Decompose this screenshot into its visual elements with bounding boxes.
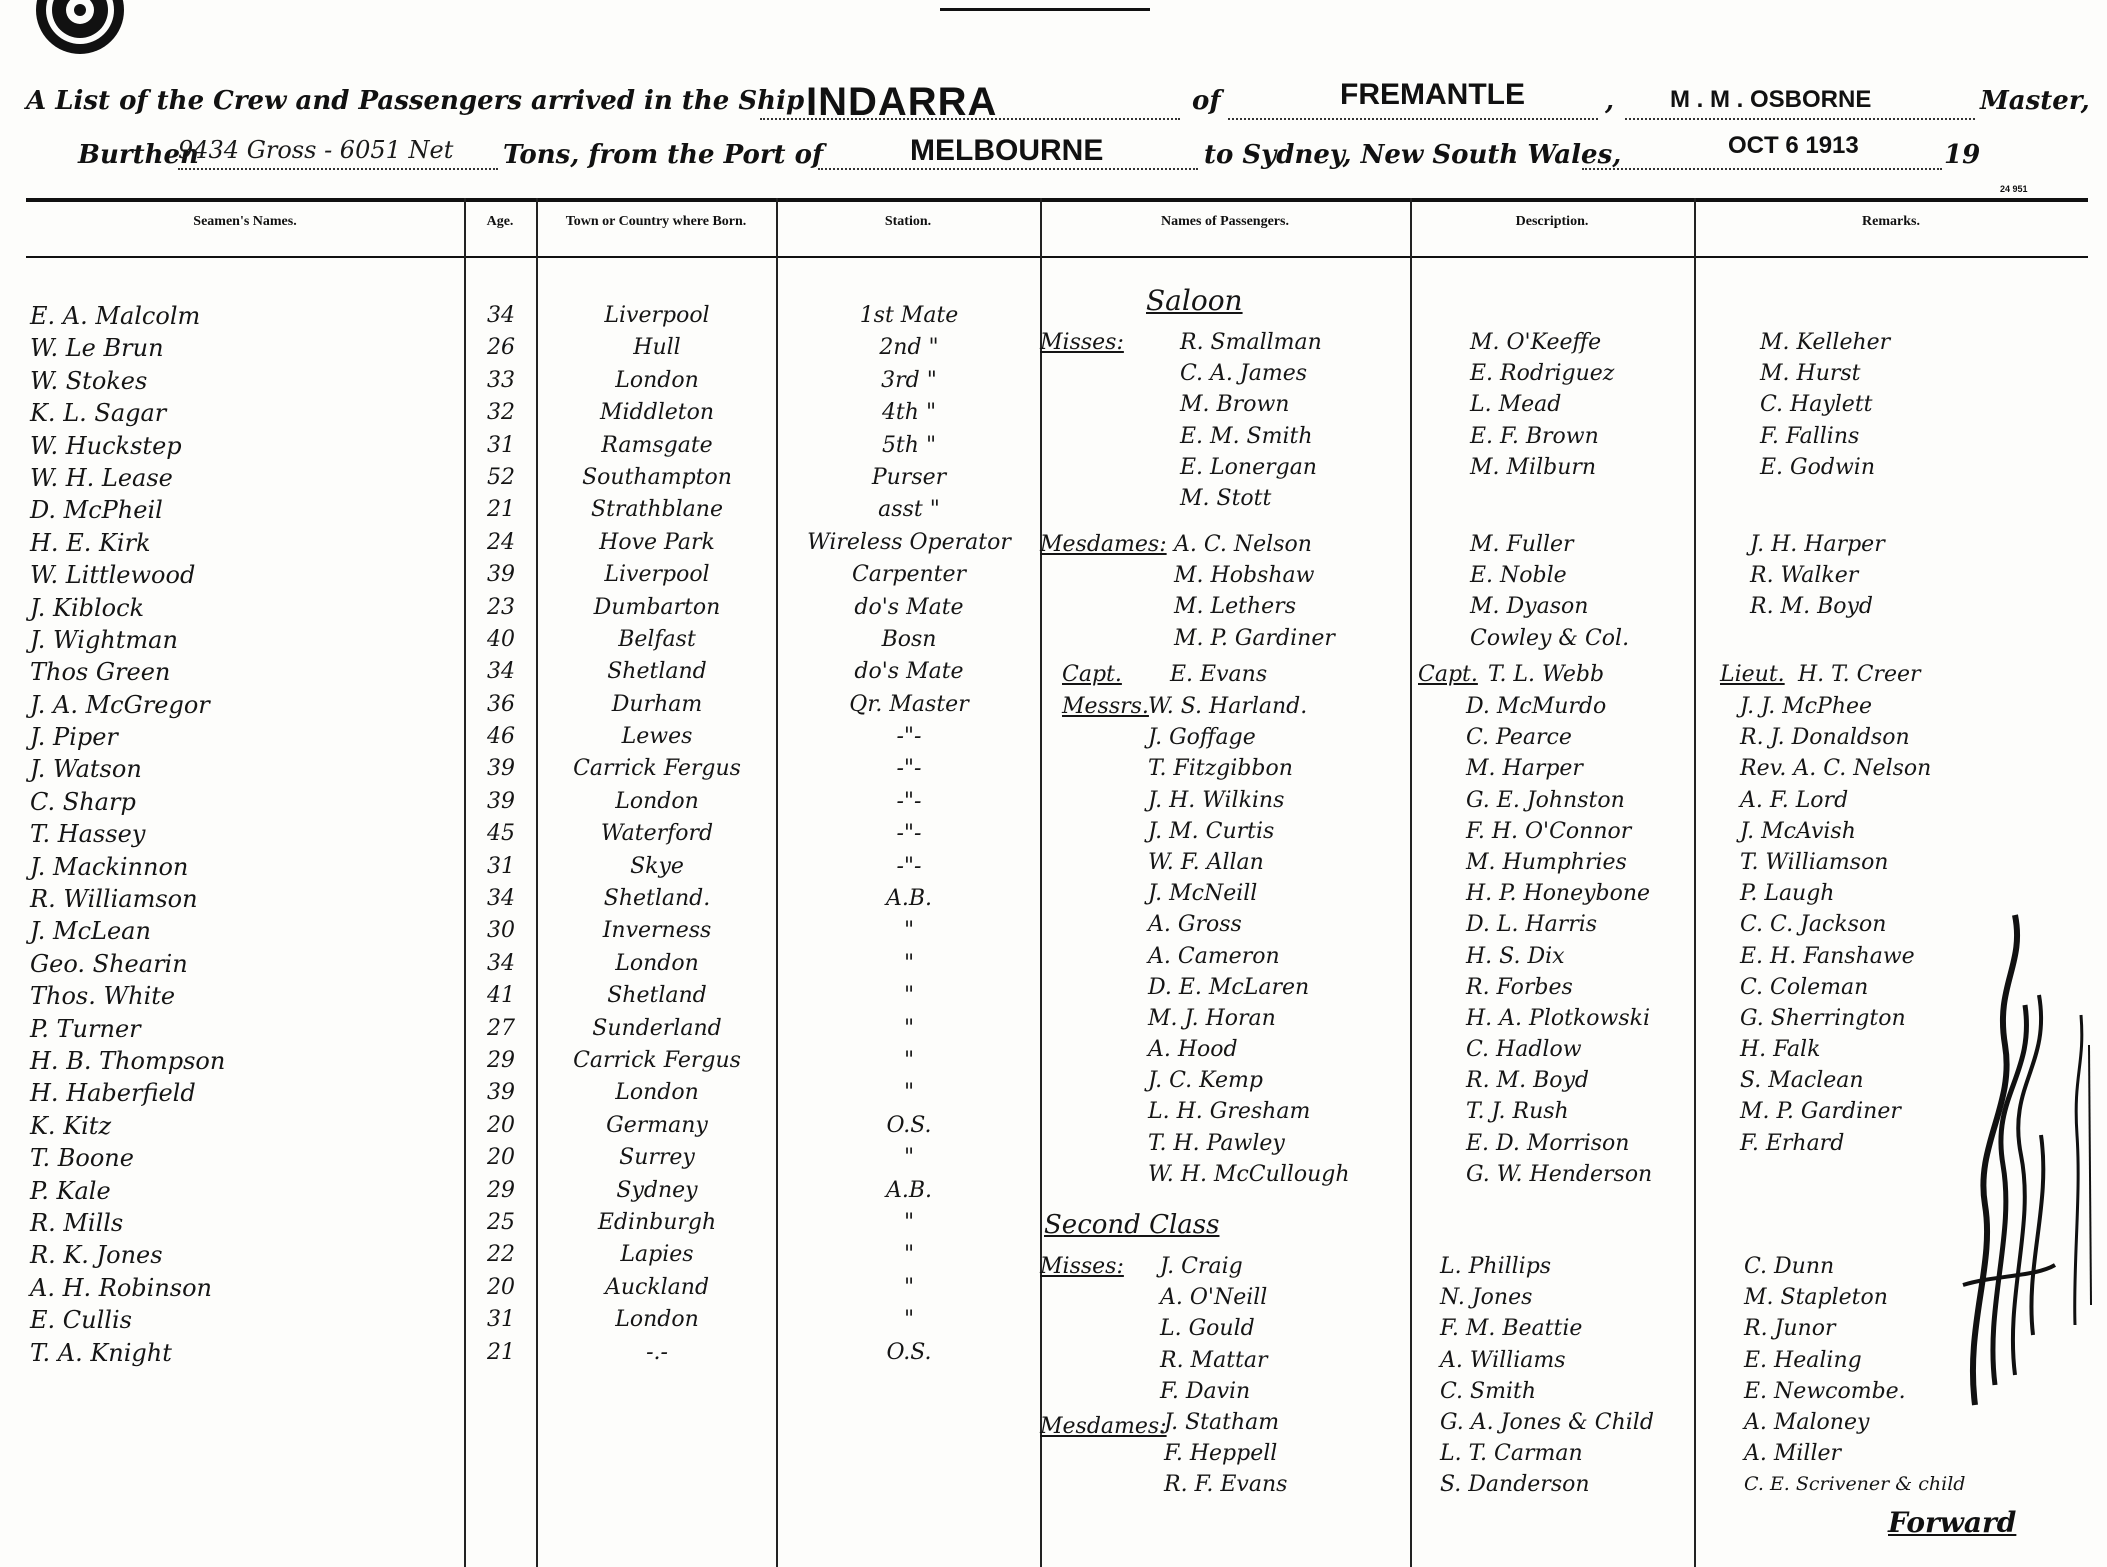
remark-entry: E. Healing [1744,1347,1862,1373]
passenger-name: W. S. Harland. [1148,694,1308,719]
passenger-name: R. Smallman [1180,330,1322,355]
second-mesdames-label: Mesdames: [1040,1414,1167,1439]
passenger-name: R. Mattar [1160,1347,1268,1373]
seaman-name: T. Hassey [30,820,146,849]
passenger-name: J. Craig [1160,1254,1243,1279]
col-header-seamen: Seamen's Names. [193,214,297,229]
seaman-name: J. Wightman [30,625,178,654]
seaman-birthplace: Inverness [602,918,712,944]
remark-entry: E. H. Fanshawe [1740,943,1915,969]
seaman-age: 20 [487,1145,515,1171]
seaman-age: 33 [487,367,515,393]
seaman-birthplace: Lewes [621,724,693,750]
seaman-age: 39 [487,1080,515,1106]
seaman-age: 34 [487,950,515,976]
seaman-age: 39 [487,756,515,782]
seaman-name: P. Turner [30,1014,141,1043]
seaman-age: 41 [487,983,515,1009]
remark-entry: J. H. Harper [1750,532,1885,557]
remark-entry: M. Stapleton [1744,1285,1888,1311]
seaman-name: T. Boone [30,1144,134,1173]
description-captain [1488,659,1604,690]
seaman-station: " [903,918,915,944]
seaman-birthplace: Carrick Fergus [573,1047,741,1073]
from-port-dotted-line [818,168,1198,170]
seaman-birthplace: Surrey [619,1145,695,1171]
col-header-passengers: Names of Passengers. [1161,214,1289,229]
remark-entry: C. C. Jackson [1740,912,1887,938]
description-entry: L. T. Carman [1440,1441,1583,1467]
seaman-station: Bosn [881,626,937,652]
seaman-birthplace: Liverpool [604,303,710,328]
burthen-label: Burthen [78,140,199,170]
seaman-birthplace: London [615,1307,699,1333]
seaman-station: -"- [896,756,922,782]
of-label: of [1192,86,1221,116]
seaman-birthplace: London [615,950,699,976]
description-entry: H. A. Plotkowski [1466,1005,1651,1031]
seaman-age: 21 [487,497,515,523]
seaman-station: " [903,1047,915,1073]
remark-entry: C. E. Scrivener & child [1744,1473,1966,1496]
description-entry: Cowley & Col. [1470,625,1630,651]
remark-entry: H. Falk [1740,1037,1821,1063]
description-entry: C. Hadlow [1466,1037,1582,1063]
seaman-age: 34 [487,303,515,328]
form-code: 24 951 [2000,184,2028,194]
seaman-age: 34 [487,886,515,912]
seaman-station: -"- [896,853,922,879]
seaman-birthplace: Liverpool [604,562,710,588]
capt-label: Capt. [1062,662,1122,687]
passenger-name: F. Heppell [1164,1441,1278,1467]
seaman-age: 31 [487,853,515,879]
description-entry: T. J. Rush [1466,1099,1569,1125]
seaman-station: -"- [896,724,922,750]
second-mesdames-list [1164,1407,1287,1501]
seaman-age: 46 [487,724,515,750]
seaman-station: -"- [896,788,922,814]
seaman-name: J. Kiblock [30,593,145,622]
seaman-birthplace: Lapies [620,1242,694,1268]
seaman-age: 45 [487,821,515,847]
remark-entry: C. Coleman [1740,974,1869,1000]
description-entry: E. Noble [1470,563,1567,589]
seaman-name: T. A. Knight [30,1338,172,1367]
seaman-station: Carpenter [851,562,967,588]
seaman-age: 25 [487,1209,515,1235]
seaman-name: K. L. Sagar [30,399,167,428]
seaman-station: A.B. [885,1177,933,1203]
ship-name: INDARRA [806,80,998,124]
remarks-lieut-label: Lieut. [1720,662,1785,687]
seaman-name: J. Watson [30,755,142,784]
forward-note: Forward [1888,1506,2017,1539]
seaman-name: P. Kale [30,1176,111,1205]
master-name: M . M . OSBORNE [1670,86,1872,113]
passenger-name: E. M. Smith [1180,423,1313,449]
seaman-birthplace: Skye [630,853,684,879]
passenger-name: M. Hobshaw [1174,563,1315,589]
seaman-age: 24 [487,529,515,555]
master-dotted-line [1625,118,1975,120]
seaman-station: 4th " [881,400,937,426]
seaman-birthplace: Strathblane [591,497,723,523]
passenger-name: M. Lethers [1174,594,1296,620]
seaman-age: 39 [487,562,515,588]
date-dotted-line [1582,168,1942,170]
seaman-name: W. H. Lease [30,463,173,492]
remark-entry: A. Maloney [1744,1409,1870,1435]
remarks-block-2 [1750,529,1885,623]
saloon-mesdames-label: Mesdames: [1040,532,1167,557]
remark-entry: R. J. Donaldson [1740,725,1910,751]
from-port: MELBOURNE [910,134,1104,167]
seaman-station: " [903,1080,915,1106]
second-misses-list [1160,1251,1268,1407]
seaman-name: W. Littlewood [30,561,196,590]
description-entry: L. Phillips [1440,1254,1552,1279]
remark-entry: M. P. Gardiner [1740,1099,1901,1125]
description-entry: R. Forbes [1466,974,1573,1000]
seaman-birthplace: Carrick Fergus [573,756,741,782]
seaman-name: R. K. Jones [30,1241,163,1270]
description-entry: D. McMurdo [1466,694,1607,719]
saloon-misses-label: Misses: [1040,330,1124,355]
seaman-birthplace: Ramsgate [601,432,713,458]
captain-passenger [1170,659,1267,690]
seaman-name: W. Huckstep [30,431,182,460]
passenger-name: M. Stott [1180,485,1272,511]
passenger-name: J. Goffage [1148,725,1256,751]
seaman-name: R. Mills [30,1208,124,1237]
seaman-station: 5th " [881,432,937,458]
seaman-name: W. Stokes [30,366,148,395]
passenger-name: A. Hood [1148,1037,1238,1063]
remark-entry: G. Sherrington [1740,1005,1906,1031]
remark-entry: R. M. Boyd [1750,594,1873,620]
remark-entry: E. Godwin [1760,454,1875,480]
burthen-value: 9434 Gross - 6051 Net [178,136,454,164]
seaman-name: Thos. White [30,982,176,1011]
passenger-name: E. Lonergan [1180,454,1317,480]
customs-stamp [28,0,132,56]
description-block-3 [1466,691,1652,1190]
seaman-birthplace: London [615,788,699,814]
tons-label: Tons, from the Port of [503,140,824,170]
seaman-station: " [903,1274,915,1300]
description-entry: F. M. Beattie [1440,1316,1583,1342]
description-entry: S. Danderson [1440,1472,1590,1498]
description-entry: E. D. Morrison [1466,1130,1630,1156]
seaman-age: 39 [487,788,515,814]
remark-entry: T. Williamson [1740,849,1889,875]
messrs-label: Messrs. [1062,694,1149,719]
seaman-name: H. Haberfield [30,1079,196,1108]
seaman-station: A.B. [885,886,933,912]
passenger-name: W. H. McCullough [1148,1161,1350,1187]
seaman-birthplace: -.- [646,1339,668,1365]
passenger-name: F. Davin [1160,1378,1251,1404]
remark-entry: J. J. McPhee [1740,694,1873,719]
port-of-registry: FREMANTLE [1340,78,1525,111]
remark-entry: M. Hurst [1760,361,1861,387]
seaman-name: J. Piper [30,723,118,752]
master-label: Master, [1980,86,2090,116]
passenger-name: J. H. Wilkins [1148,787,1285,813]
seaman-birthplace: Shetland [607,983,707,1009]
seaman-name: Geo. Shearin [30,949,188,978]
seaman-birthplace: Waterford [600,821,714,847]
passenger-name: R. F. Evans [1164,1472,1288,1498]
description-entry: C. Pearce [1466,725,1572,751]
second-misses-label: Misses: [1040,1254,1124,1279]
seaman-station: do's Mate [854,594,964,620]
seaman-name: J. McLean [30,917,151,946]
remark-entry: S. Maclean [1740,1068,1864,1094]
remark-entry: R. Junor [1744,1316,1836,1342]
description-entry: G. W. Henderson [1466,1161,1653,1187]
seaman-station: 1st Mate [859,303,959,328]
col-header-remarks: Remarks. [1862,214,1920,229]
description-entry: M. Milburn [1470,454,1597,480]
description-entry: A. Williams [1440,1347,1566,1373]
commander-signature [1955,905,2107,1425]
seaman-station: -"- [896,821,922,847]
description-entry: R. M. Boyd [1466,1068,1589,1094]
seaman-birthplace: Middleton [599,400,715,426]
remark-entry: C. Dunn [1744,1254,1835,1279]
passenger-name: M. Brown [1180,392,1290,418]
seaman-birthplace: Shetland. [603,886,711,912]
description-entry: E. F. Brown [1470,423,1599,449]
seaman-birthplace: Dumbarton [593,594,721,620]
description-entry: M. Fuller [1470,532,1574,557]
remark-entry: E. Newcombe. [1744,1378,1906,1404]
passenger-name: M. P. Gardiner [1174,625,1335,651]
col-header-born: Town or Country where Born. [565,214,747,229]
seaman-name: H. E. Kirk [30,528,151,557]
description-block-1 [1470,327,1614,483]
description-block-4 [1440,1251,1654,1501]
seaman-age: 32 [487,400,515,426]
seaman-station: " [903,1145,915,1171]
seaman-name: Thos Green [30,658,171,687]
col-divider-description [1410,198,1412,1567]
seaman-station: O.S. [886,1112,932,1138]
passenger-name: L. H. Gresham [1148,1099,1311,1125]
seaman-birthplace: Edinburgh [597,1209,717,1235]
passenger-name: M. J. Horan [1148,1005,1276,1031]
remark-entry: Rev. A. C. Nelson [1740,756,1932,782]
passenger-name: A. C. Nelson [1174,532,1312,557]
seaman-station: 3rd " [881,367,937,393]
arrival-date: OCT 6 1913 [1728,132,1859,159]
port-dotted-line [1228,118,1598,120]
table-header-rule [26,256,2088,258]
seaman-age: 36 [487,691,515,717]
passenger-name: A. Gross [1148,912,1242,938]
seaman-age: 22 [487,1242,515,1268]
passenger-name: A. Cameron [1148,943,1280,969]
remark-entry: C. Haylett [1760,392,1873,418]
remarks-block-1 [1760,327,1890,483]
description-entry: F. H. O'Connor [1466,818,1632,844]
description-entry: M. Humphries [1466,849,1627,875]
remark-entry: F. Erhard [1740,1130,1845,1156]
seaman-age: 30 [487,918,515,944]
passenger-name: A. O'Neill [1160,1285,1268,1311]
seaman-birthplace: Germany [606,1112,708,1138]
passenger-name: C. A. James [1180,361,1308,387]
seaman-station: " [903,1307,915,1333]
remark-entry: J. McAvish [1740,818,1856,844]
seaman-name: E. A. Malcolm [30,302,201,330]
birthplace-column [538,300,776,1369]
remark-entry: A. Miller [1744,1441,1842,1467]
remarks-lieut [1798,659,1921,690]
to-label: to Sydney, New South Wales, [1204,140,1622,170]
col-header-description: Description. [1515,214,1589,229]
seamen-names-column [30,300,460,1369]
seaman-station: " [903,1015,915,1041]
seaman-age: 27 [487,1015,515,1041]
seaman-station: 2nd " [879,335,939,361]
burthen-dotted-line [178,168,498,170]
seaman-name: J. A. McGregor [30,690,210,719]
description-entry: D. L. Harris [1466,912,1598,938]
table-top-rule [26,198,2088,202]
description-entry: M. Dyason [1470,594,1589,620]
description-entry: G. E. Johnston [1466,787,1625,813]
remark-entry: A. F. Lord [1740,787,1849,813]
passenger-name: D. E. McLaren [1148,974,1310,1000]
passenger-name: J. M. Curtis [1148,818,1275,844]
seaman-name: C. Sharp [30,787,136,816]
seaman-station: " [903,1209,915,1235]
passenger-name: J. McNeill [1148,881,1258,907]
seaman-station: Purser [871,464,947,490]
list-title: A List of the Crew and Passengers arrived in the Ship [26,86,805,116]
passenger-name: T. H. Pawley [1148,1130,1285,1156]
description-capt-label: Capt. [1418,662,1478,687]
seaman-birthplace: Belfast [618,626,696,652]
seaman-age: 20 [487,1274,515,1300]
year-suffix: 19 [1944,140,1981,170]
seaman-birthplace: London [615,1080,699,1106]
description-entry: H. P. Honeybone [1466,881,1651,907]
seaman-birthplace: Auckland [604,1274,710,1300]
seaman-name: E. Cullis [30,1306,132,1335]
seaman-birthplace: London [615,367,699,393]
description-entry: E. Rodriguez [1470,361,1615,387]
saloon-misses-list [1180,327,1322,514]
ages-column [466,300,536,1369]
top-divider [940,8,1150,11]
seaman-age: 34 [487,659,515,685]
remark-entry: F. Fallins [1760,423,1860,449]
description-entry: N. Jones [1440,1285,1533,1311]
seaman-name: D. McPheil [30,496,163,525]
seaman-name: A. H. Robinson [30,1273,213,1302]
description-entry: M. O'Keeffe [1470,330,1602,355]
description-block-2 [1470,529,1629,654]
seaman-age: 23 [487,594,515,620]
seaman-birthplace: Shetland [607,659,707,685]
description-entry: T. L. Webb [1488,662,1605,687]
seaman-age: 21 [487,1339,515,1365]
remark-entry: R. Walker [1750,563,1859,589]
seaman-name: H. B. Thompson [30,1046,226,1075]
col-header-age: Age. [486,214,514,229]
seaman-name: K. Kitz [30,1111,112,1140]
description-entry: H. S. Dix [1466,943,1565,969]
description-entry: M. Harper [1466,756,1583,782]
description-entry: G. A. Jones & Child [1440,1409,1654,1435]
comma: , [1605,86,1615,116]
passenger-name: J. Statham [1164,1410,1280,1435]
remark-entry: P. Laugh [1740,881,1835,907]
seaman-station: Wireless Operator [807,529,1011,555]
seaman-age: 31 [487,1307,515,1333]
seaman-age: 31 [487,432,515,458]
saloon-messrs-list [1148,691,1350,1190]
seaman-birthplace: Hull [633,335,681,361]
seaman-name: R. Williamson [30,885,198,914]
station-column [778,300,1040,1369]
seaman-station: do's Mate [854,659,964,685]
description-entry: L. Mead [1470,392,1562,418]
seaman-birthplace: Sydney [616,1177,698,1203]
remarks-block-3 [1740,691,1931,1159]
seaman-station: " [903,1242,915,1268]
saloon-heading: Saloon [1146,284,1243,317]
second-class-heading: Second Class [1044,1210,1220,1240]
col-header-station: Station. [884,214,932,229]
seaman-age: 29 [487,1047,515,1073]
passenger-name: L. Gould [1160,1316,1255,1342]
seaman-station: Qr. Master [849,691,969,717]
passenger-name: W. F. Allan [1148,849,1264,875]
col-divider-remarks [1694,198,1696,1567]
seaman-age: 26 [487,335,515,361]
seaman-station: " [903,950,915,976]
saloon-mesdames-list [1174,529,1335,654]
col-divider-passengers [1040,198,1042,1567]
seaman-age: 20 [487,1112,515,1138]
description-entry: C. Smith [1440,1378,1537,1404]
seaman-station: O.S. [886,1339,932,1365]
seaman-age: 40 [487,626,515,652]
remark-entry: M. Kelleher [1760,330,1891,355]
seaman-name: J. Mackinnon [30,852,189,881]
seaman-birthplace: Durham [611,691,703,717]
seaman-birthplace: Hove Park [599,529,715,555]
seaman-age: 52 [487,464,515,490]
seaman-birthplace: Sunderland [592,1015,722,1041]
remarks-block-4 [1744,1251,1965,1501]
remark-entry: H. T. Creer [1798,662,1921,687]
passenger-name: E. Evans [1170,662,1268,687]
seaman-station: " [903,983,915,1009]
seaman-station: asst " [878,497,940,523]
passenger-name: J. C. Kemp [1148,1068,1263,1094]
seaman-age: 29 [487,1177,515,1203]
seaman-name: W. Le Brun [30,334,164,363]
passenger-name: T. Fitzgibbon [1148,756,1293,782]
seaman-birthplace: Southampton [582,464,732,490]
